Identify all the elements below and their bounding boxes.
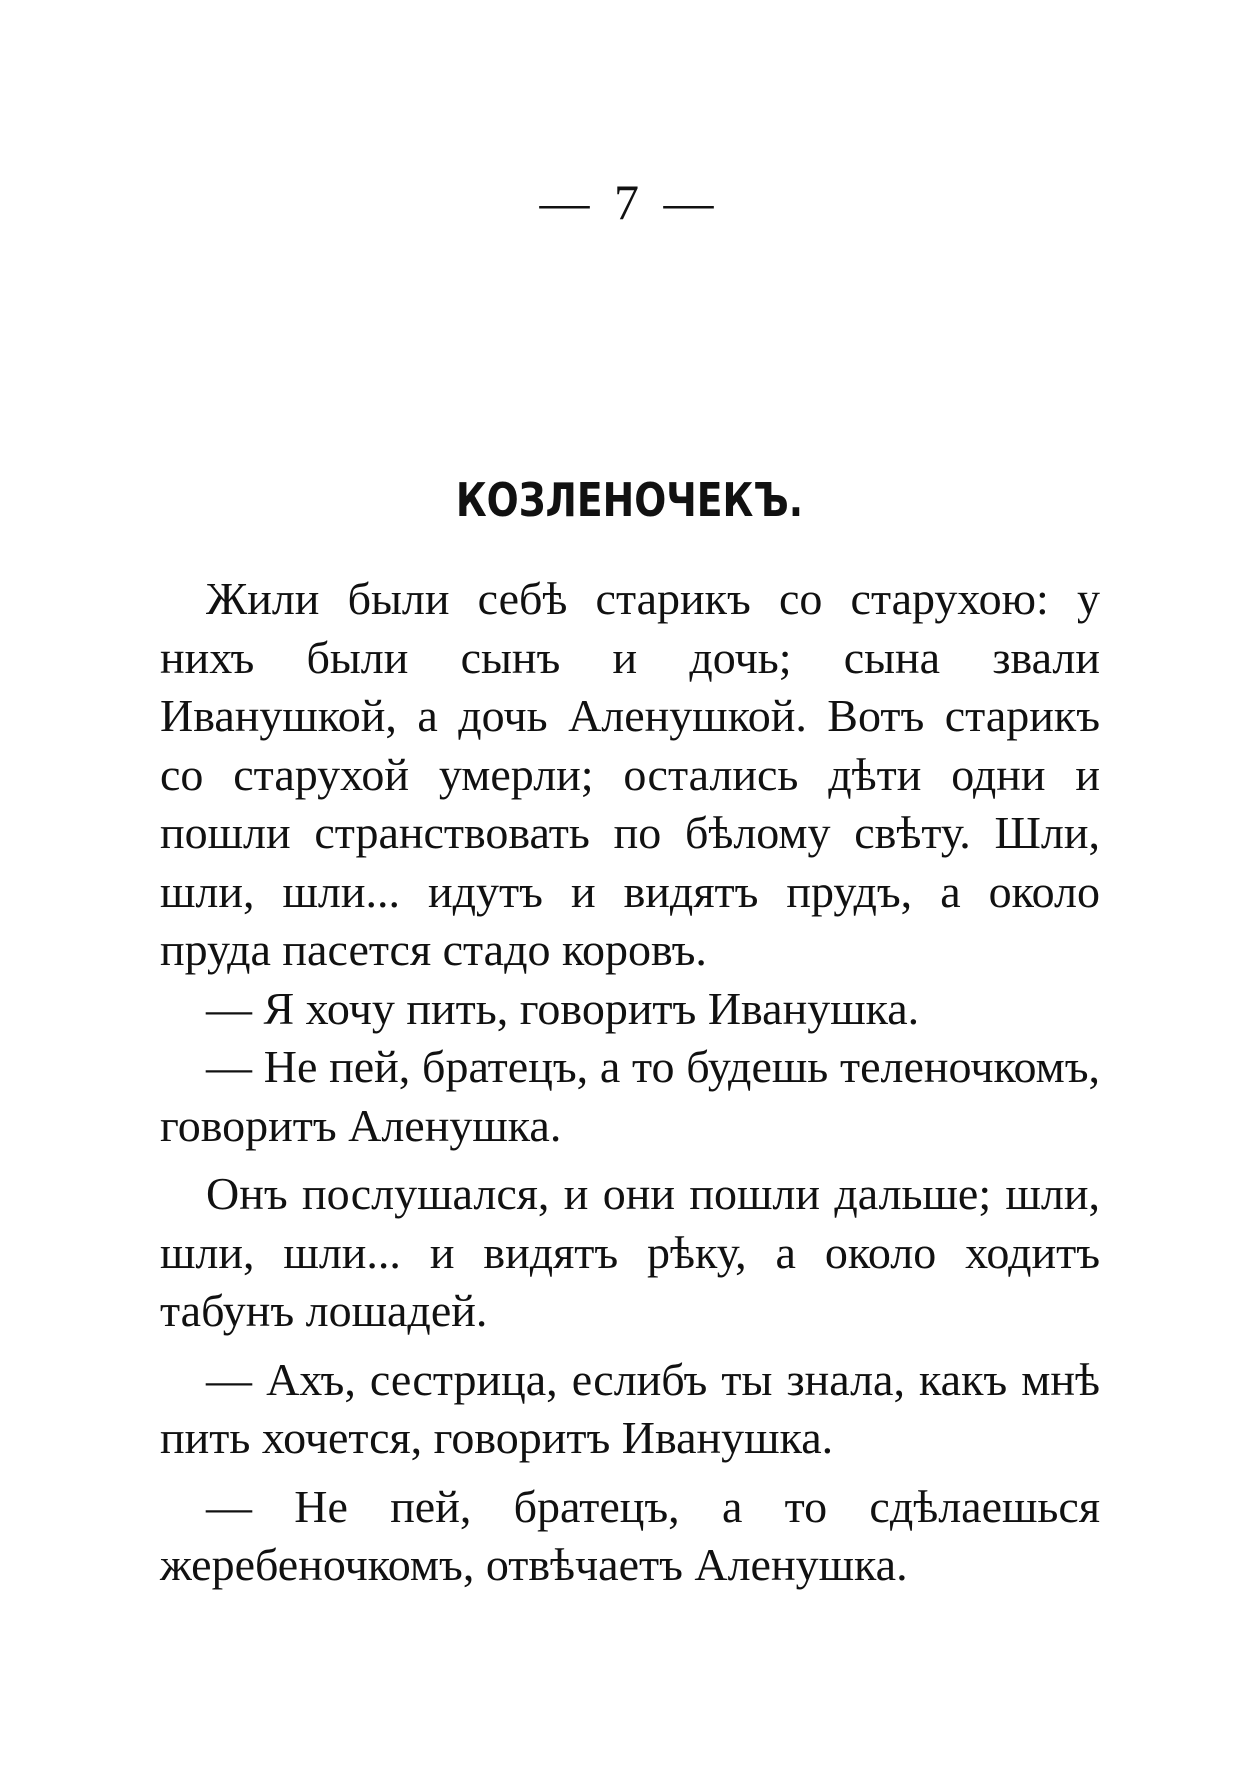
- story-body: [160, 570, 1100, 1595]
- page-number: — 7 —: [539, 174, 720, 230]
- paragraph: — Не пей, братецъ, а то будешь теленочкомъ, говоритъ Аленушка.: [160, 1041, 1100, 1151]
- paragraph: — Не пей, братецъ, а то сдѣлаешься жеребеночкомъ, отвѣчаетъ Аленушка.: [160, 1480, 1100, 1590]
- paragraph: — Я хочу пить, говоритъ Иванушка.: [206, 982, 920, 1034]
- story-title: КОЗЛЕНОЧЕКЪ.: [455, 473, 804, 527]
- paragraph: Онъ послушался, и они пошли дальше; шли, шли, шли... и видятъ рѣку, а около ходитъ табунъ лошадей.: [160, 1168, 1100, 1336]
- paragraph: — Ахъ, сестрица, еслибъ ты знала, какъ мнѣ пить хочется, говоритъ Иванушка.: [160, 1353, 1100, 1463]
- paragraph: Жили были себѣ старикъ со старухою: у нихъ были сынъ и дочь; сына звали Иванушкой, а дочь Аленушкой. Вотъ старикъ со старухой умерли; остались дѣти одни и пошли странствовать по бѣлому свѣту. Шли, шли, шли... идутъ и видятъ прудъ, а около пруда пасется стадо коровъ.: [160, 573, 1100, 975]
